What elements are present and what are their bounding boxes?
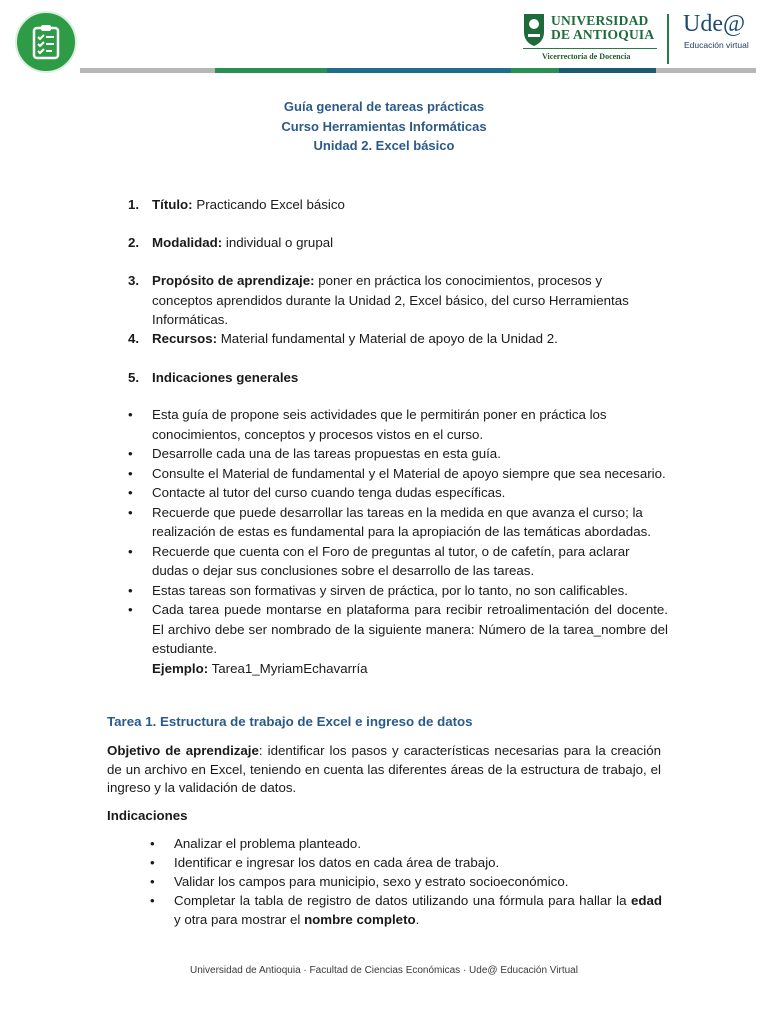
color-bar-segment: [656, 68, 756, 73]
task-heading: Tarea 1. Estructura de trabajo de Excel e ingreso de datos: [107, 714, 473, 729]
color-bar-segment: [80, 68, 215, 73]
page-header: [0, 0, 768, 80]
list-item: • Recuerde que cuenta con el Foro de preguntas al tutor, o de cafetín, para aclarar dudas o dejar sus conclusiones sobre el desarrollo de las tareas.: [128, 543, 630, 578]
logo-divider: [667, 14, 669, 64]
list-item: • Validar los campos para municipio, sexo y estrato socioeconómico.: [150, 874, 569, 889]
udea-subtitle: Educación virtual: [684, 40, 749, 50]
title-line: Curso Herramientas Informáticas: [281, 118, 487, 134]
task-objective: Objetivo de aprendizaje: identificar los pasos y características necesarias para la creación de un archivo en Excel, teniendo en cuenta las diferentes áreas de la estructura de trabajo, el ingreso y la validación de datos.: [107, 743, 661, 795]
list-item: • Analizar el problema planteado.: [150, 836, 362, 851]
example-line: Ejemplo: Tarea1_MyriamEchavarría: [152, 660, 368, 676]
title-line: Unidad 2. Excel básico: [313, 138, 455, 153]
color-bar-segment: [215, 68, 327, 73]
udea-logo: Ude@: [683, 11, 746, 37]
color-bar-segment: [511, 68, 559, 73]
indications-heading: Indicaciones: [107, 808, 188, 823]
university-subtitle: Vicerrectoría de Docencia: [542, 52, 631, 61]
list-item: • Estas tareas son formativas y sirven de práctica, por lo tanto, no son calificables.: [128, 582, 628, 598]
university-seal-icon: [522, 10, 546, 48]
list-item: • Contacte al tutor del curso cuando tenga dudas específicas.: [128, 485, 506, 500]
color-bar-segment: [327, 68, 511, 73]
general-indications-list: [128, 405, 668, 678]
list-item: • Identificar e ingresar los datos en cada área de trabajo.: [150, 855, 500, 870]
list-item: • Consulte el Material de fundamental y el Material de apoyo siempre que sea necesario.: [128, 465, 666, 481]
task-indications-list: [150, 834, 662, 929]
divider: [523, 48, 657, 49]
clipboard-checklist-icon: [15, 11, 77, 73]
document-title: [0, 97, 768, 156]
title-line: Guía general de tareas prácticas: [283, 99, 485, 114]
list-item: • Cada tarea puede montarse en plataforma para recibir retroalimentación del docente. El archivo debe ser nombrado de la siguiente manera: Número de la tarea_nombre del estudiante.: [128, 602, 668, 656]
university-name: UNIVERSIDAD DE ANTIOQUIA: [551, 13, 655, 42]
list-item: • Completar la tabla de registro de datos utilizando una fórmula para hallar la edad y otra para mostrar el nombre completo.: [150, 893, 662, 927]
page-footer: Universidad de Antioquia · Facultad de Ciencias Económicas · Ude@ Educación Virtual: [190, 965, 578, 976]
list-item: • Recuerde que puede desarrollar las tareas en la medida en que avanza el curso; la realización de estas es fundamental para la apropiación de las temáticas abordadas.: [128, 504, 651, 539]
list-item: • Desarrolle cada una de las tareas propuestas en esta guía.: [128, 446, 501, 461]
list-item: • Esta guía de propone seis actividades que le permitirán poner en práctica los conocimientos, conceptos y procesos vistos en el curso.: [128, 407, 607, 442]
color-bar-segment: [559, 68, 656, 73]
